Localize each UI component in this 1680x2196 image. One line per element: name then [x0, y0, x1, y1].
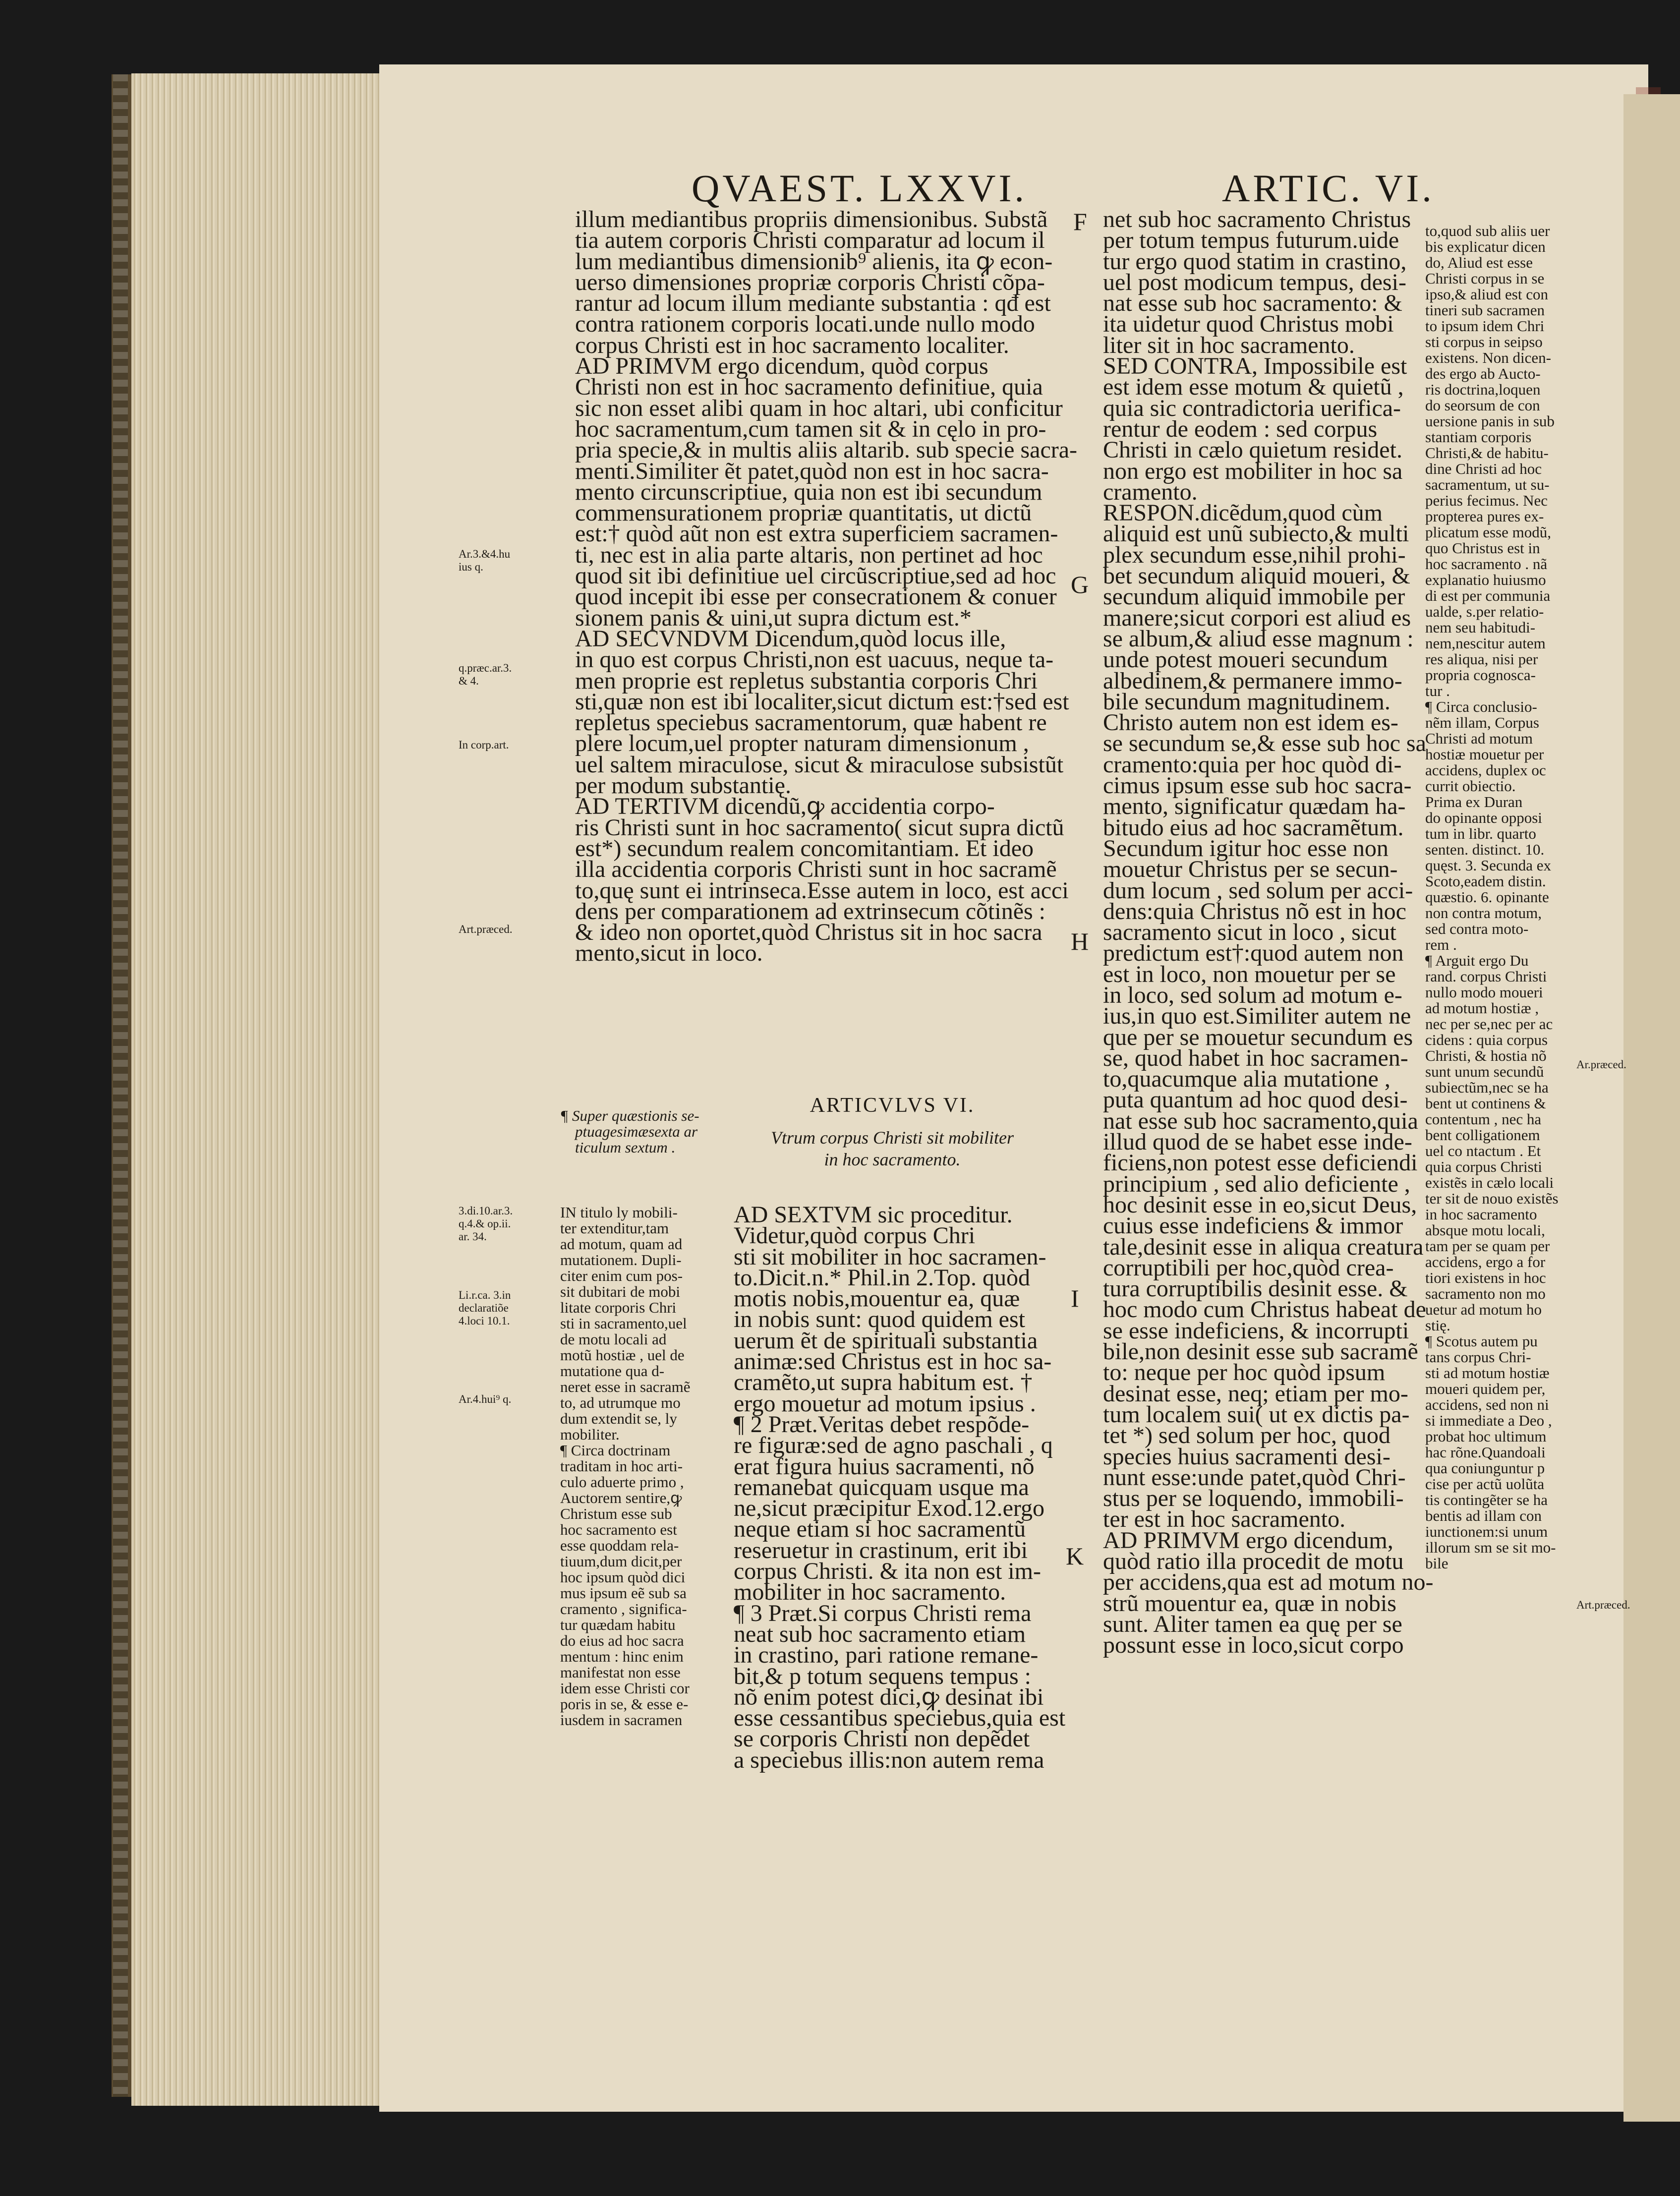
commentary-left-line: do eius ad hoc sacra	[560, 1632, 684, 1649]
commentary-right-line: ris doctrina,loquen	[1425, 381, 1541, 398]
commentary-right-line: in hoc sacramento	[1425, 1206, 1537, 1223]
col3-line: ficiens,non potest esse deficiendi	[1103, 1150, 1418, 1176]
commentary-right-line: quęst. 3. Secunda ex	[1425, 857, 1551, 874]
commentary-right-line: sti corpus in seipso	[1425, 333, 1543, 350]
commentary-right-line: Christi corpus in se	[1425, 270, 1545, 287]
commentary-right-line: tineri sub sacramen	[1425, 301, 1545, 319]
commentary-right-line: Scoto,eadem distin.	[1425, 872, 1546, 890]
commentary-right-line: bent ut continens &	[1425, 1095, 1546, 1112]
commentary-left-line: tur quædam habitu	[560, 1616, 676, 1633]
col1-line: AD TERTIVM dicendũ,ꝙ accidentia corpo-	[575, 793, 995, 820]
commentary-left-line: tiuum,dum dicit,per	[560, 1553, 682, 1570]
commentary-right-line: Christi,& de habitu-	[1425, 444, 1549, 462]
commentary-right-line: propterea pures ex-	[1425, 508, 1544, 525]
col2-line: neat sub hoc sacramento etiam	[734, 1620, 1026, 1647]
commentary-left-line: Auctorem sentire,ꝙ	[560, 1489, 682, 1506]
commentary-right-line: bent colligationem	[1425, 1126, 1540, 1144]
commentary-right-line: sacramentum, ut su-	[1425, 476, 1550, 493]
col2-line: mobiliter in hoc sacramento.	[734, 1579, 1006, 1606]
col1-line: sionem panis & uini,ut supra dictum est.*	[575, 604, 972, 631]
col3-line: per totum tempus futurum.uide	[1103, 227, 1399, 254]
col3-line: se secundum se,& esse sub hoc sa	[1103, 730, 1426, 757]
col3-line: desinat esse, neq; etiam per mo-	[1103, 1380, 1408, 1407]
col3-line: puta quantum ad hoc quod desi-	[1103, 1087, 1408, 1113]
commentary-right-line: nẽm illam, Corpus	[1425, 714, 1539, 731]
col2-line: esse cessantibus speciebus,quia est	[734, 1705, 1066, 1732]
col2-line: in nobis sunt: quod quidem est	[734, 1306, 1025, 1333]
col3-line: ita uidetur quod Christus mobi	[1103, 311, 1394, 338]
col1-line: quod incepit ibi esse per consecrationem & conuer	[575, 583, 1057, 610]
col3-line: sacramento sicut in loco , sicut	[1103, 919, 1396, 946]
col2-line: motis nobis,mouentur ea, quæ	[734, 1285, 1020, 1312]
main-text-column-2	[734, 1202, 1076, 1773]
commentary-left-line: ¶ Circa doctrinam	[560, 1442, 671, 1459]
commentary-right-line: nec per se,nec per ac	[1425, 1015, 1553, 1033]
commentary-title-line-3: ticulum sextum .	[575, 1139, 676, 1156]
col1-line: plere locum,uel propter naturam dimensionum ,	[575, 730, 1029, 757]
commentary-left-line: neret esse in sacramẽ	[560, 1378, 691, 1395]
commentary-right-line: ipso,& aliud est con	[1425, 286, 1548, 303]
col3-line: manere;sicut corpori est aliud es	[1103, 604, 1411, 631]
col1-line: ris Christi sunt in hoc sacramento( sicut supra dictũ	[575, 814, 1064, 841]
running-header-article: ARTIC. VI.	[1222, 167, 1435, 210]
section-letter-f: F	[1073, 208, 1087, 235]
col3-line: Christi in cælo quietum residet.	[1103, 437, 1402, 463]
col3-line: tale,desinit esse in aliqua creatura	[1103, 1233, 1424, 1260]
section-letter-h: H	[1071, 927, 1089, 955]
headband	[113, 74, 128, 2097]
commentary-right-line: ¶ Scotus autem pu	[1425, 1332, 1538, 1350]
commentary-right-line: stantiam corporis	[1425, 428, 1532, 446]
margin-ref: Ar.præced.	[1576, 1058, 1626, 1071]
commentary-right-line: contentum , nec ha	[1425, 1110, 1542, 1128]
col3-line: mouetur Christus per se secun-	[1103, 856, 1398, 883]
commentary-right-line: bentis ad illam con	[1425, 1507, 1542, 1524]
margin-ref: Art.præced.	[1576, 1599, 1630, 1611]
commentary-left-line: de motu locali ad	[560, 1330, 667, 1348]
commentary-right-line: probat hoc ultimum	[1425, 1428, 1547, 1445]
col2-line: corpus Christi. & ita non est im-	[734, 1558, 1041, 1585]
col2-line: se corporis Christi non depẽdet	[734, 1726, 1030, 1752]
margin-ref: In corp.art.	[459, 739, 509, 751]
col3-line: uel post modicum tempus, desi-	[1103, 269, 1406, 295]
col2-line: remanebat quicquam usque ma	[734, 1474, 1029, 1501]
margin-ref: Ar.3.&4.hu ius q.	[459, 548, 511, 573]
margin-ref: Ar.4.hui⁹ q.	[459, 1393, 512, 1405]
col3-line: mento, significatur quædam ha-	[1103, 793, 1406, 820]
col2-line: ne,sicut præcipitur Exod.12.ergo	[734, 1495, 1044, 1522]
commentary-right-line: explanatio huiusmo	[1425, 571, 1546, 588]
commentary-right-line: do, Aliud est esse	[1425, 254, 1533, 271]
commentary-right-line: ¶ Arguit ergo Du	[1425, 952, 1529, 969]
col3-line: tet *) sed solum per hoc, quod	[1103, 1422, 1390, 1449]
col3-line: est idem esse motum & quietũ ,	[1103, 374, 1404, 401]
commentary-right-line: uersione panis in sub	[1425, 412, 1555, 430]
commentary-right-line: stię.	[1425, 1317, 1450, 1334]
col3-line: bet secundum aliquid moueri, &	[1103, 563, 1410, 589]
col2-line: re figuræ:sed de agno paschali , q	[734, 1432, 1053, 1459]
section-letter-g: G	[1071, 571, 1089, 598]
col3-line: se esse indeficiens, & incorrupti	[1103, 1317, 1409, 1344]
col3-line: net sub hoc sacramento Christus	[1103, 206, 1411, 232]
col2-line: neque etiam si hoc sacramentũ	[734, 1516, 1026, 1543]
commentary-right-line: si immediate a Deo ,	[1425, 1412, 1552, 1429]
commentary-right-line: sacramento non mo	[1425, 1285, 1546, 1302]
commentary-left-line: culo aduerte primo ,	[560, 1473, 684, 1491]
col3-line: RESPON.dicẽdum,quod cùm	[1103, 500, 1383, 526]
commentary-right-line: subiectũm,nec se ha	[1425, 1079, 1549, 1096]
col3-line: cramento:quia per hoc quòd di-	[1103, 751, 1402, 778]
commentary-left-line: citer enim cum pos-	[560, 1267, 683, 1284]
section-letter-k: K	[1066, 1542, 1084, 1570]
col3-line: non ergo est mobiliter in hoc sa	[1103, 458, 1403, 484]
col3-line: secundum aliquid immobile per	[1103, 583, 1405, 610]
col3-line: nat esse sub hoc sacramento: &	[1103, 290, 1402, 317]
col2-line: erat figura huius sacramenti, nõ	[734, 1453, 1035, 1480]
col3-line: dens:quia Christus nõ est in hoc	[1103, 898, 1406, 925]
commentary-right-line: nem seu habitudi-	[1425, 619, 1536, 636]
main-text-column-3	[1103, 206, 1434, 1659]
commentary-left-line: hoc sacramento est	[560, 1521, 677, 1538]
commentary-right-line: sti ad motum hostiæ	[1425, 1364, 1550, 1382]
col3-line: hoc desinit esse in eo,sicut Deus,	[1103, 1191, 1417, 1218]
commentary-right-line: ter sit de nouo existẽs	[1425, 1190, 1559, 1207]
col3-line: tur ergo quod statim in crastino,	[1103, 248, 1407, 275]
article-question-line-2: in hoc sacramento.	[824, 1150, 961, 1169]
commentary-right-line: Christi, & hostia nõ	[1425, 1047, 1547, 1064]
col1-line: pria specie,& in multis aliis altarib. sub specie sacra-	[575, 437, 1078, 463]
commentary-right-line: ad motum hostiæ ,	[1425, 999, 1539, 1017]
commentary-right-line: do seorsum de con	[1425, 397, 1540, 414]
main-text-column-1	[575, 206, 1091, 967]
commentary-right-line: moueri quidem per,	[1425, 1380, 1546, 1397]
col3-line: predictum est†:quod autem non	[1103, 940, 1404, 967]
col1-line: sic non esset alibi quam in hoc altari, ubi conficitur	[575, 395, 1063, 421]
col1-line: AD SECVNDVM Dicendum,quòd locus ille,	[575, 625, 1006, 652]
commentary-right-line: quæstio. 6. opinante	[1425, 888, 1549, 906]
margin-ref: Art.præced.	[459, 923, 513, 935]
col3-line: se, quod habet in hoc sacramen-	[1103, 1044, 1408, 1071]
commentary-right-line: do opinante opposi	[1425, 809, 1542, 826]
commentary-right-line: existens. Non dicen-	[1425, 349, 1551, 366]
col3-line: que per se mouetur secundum es	[1103, 1024, 1413, 1050]
col2-line: uerum ẽt de spirituali substantia	[734, 1327, 1038, 1354]
commentary-right-line: des ergo ab Aucto-	[1425, 365, 1541, 382]
commentary-right-line: senten. distinct. 10.	[1425, 841, 1545, 858]
article-heading-block	[734, 1093, 1051, 1170]
commentary-right-line: dine Christi ad hoc	[1425, 460, 1542, 477]
commentary-right-line: accidens, ergo a for	[1425, 1253, 1546, 1271]
col3-line: nat esse sub hoc sacramento,quia	[1103, 1107, 1418, 1134]
commentary-left-line: motũ hostiæ , uel de	[560, 1346, 685, 1364]
col3-line: sunt. Aliter tamen ea quę per se	[1103, 1611, 1402, 1637]
col2-line: reseruetur in crastinum, erit ibi	[734, 1537, 1028, 1563]
commentary-left-line: to, ad utrumque mo	[560, 1394, 681, 1411]
commentary-left-line: mentum : hinc enim	[560, 1648, 684, 1665]
col3-line: AD PRIMVM ergo dicendum,	[1103, 1527, 1393, 1554]
col1-line: mento,sicut in loco.	[575, 940, 763, 967]
col3-line: bile,non desinit esse sub sacramẽ	[1103, 1338, 1418, 1365]
col1-line: uel saltem miraculose, sicut & miraculose subsistũt	[575, 751, 1064, 778]
article-question-line-1: Vtrum corpus Christi sit mobiliter	[770, 1128, 1014, 1148]
col1-line: uerso dimensiones propriæ corporis Christi cõpa-	[575, 269, 1045, 295]
col3-line: per accidens,qua est ad motum no-	[1103, 1569, 1434, 1596]
col2-line: cramẽto,ut supra habitum est. †	[734, 1369, 1033, 1396]
commentary-left-line: mutationem. Dupli-	[560, 1251, 682, 1269]
commentary-left-line: dum extendit se, ly	[560, 1410, 677, 1427]
commentary-right-line: existẽs in cælo locali	[1425, 1174, 1554, 1191]
col3-line: hoc modo cum Christus habeat de	[1103, 1296, 1426, 1323]
col1-line: est:† quòd aũt non est extra superficiem sacramen-	[575, 520, 1058, 547]
col2-line: ¶ 3 Præt.Si corpus Christi rema	[734, 1600, 1032, 1626]
commentary-left-line: mus ipsum eẽ sub sa	[560, 1584, 687, 1602]
col3-line: tum localem sui( ut ex dictis pa-	[1103, 1401, 1410, 1428]
col3-line: dum locum , sed solum per acci-	[1103, 877, 1413, 904]
col3-line: cramento.	[1103, 478, 1198, 505]
col3-line: bile secundum magnitudinem.	[1103, 688, 1390, 715]
commentary-left-line: ad motum, quam ad	[560, 1235, 683, 1253]
col3-line: nunt esse:unde patet,quòd Chri-	[1103, 1464, 1406, 1491]
commentary-right-line: ¶ Circa conclusio-	[1425, 698, 1537, 715]
col3-line: ius,in quo est.Similiter autem ne	[1103, 1003, 1411, 1030]
commentary-right-line: rand. corpus Christi	[1425, 968, 1547, 985]
col3-line: cimus ipsum esse sub hoc sacra-	[1103, 772, 1412, 799]
col3-line: se album,& aliud esse magnum :	[1103, 625, 1414, 652]
col1-line: contra rationem corporis locati.unde nullo modo	[575, 311, 1035, 338]
commentary-right-line: perius fecimus. Nec	[1425, 492, 1548, 509]
commentary-right-line: to,quod sub aliis uer	[1425, 222, 1550, 239]
commentary-right-line: sed contra moto-	[1425, 920, 1529, 937]
commentary-left-line: poris in se, & esse e-	[560, 1695, 689, 1713]
commentary-right-line: nullo modo moueri	[1425, 983, 1543, 1001]
commentary-right-line: to ipsum idem Chri	[1425, 317, 1545, 335]
col3-line: unde potest moueri secundum	[1103, 646, 1388, 673]
col1-line: menti.Similiter ẽt patet,quòd non est in hoc sacra-	[575, 458, 1049, 484]
commentary-right-line: uel co ntactum . Et	[1425, 1142, 1541, 1159]
commentary-right-line: tans corpus Chri-	[1425, 1348, 1531, 1366]
col3-line: tura corruptibilis desinit esse. &	[1103, 1275, 1408, 1302]
col3-line: corruptibili per hoc,quòd crea-	[1103, 1254, 1394, 1281]
col3-line: rentur de eodem : sed corpus	[1103, 415, 1378, 442]
col2-line: a speciebus illis:non autem rema	[734, 1746, 1044, 1773]
commentary-right-line: tiori existens in hoc	[1425, 1269, 1546, 1286]
running-header-question: QVAEST. LXXVI.	[692, 167, 1027, 210]
commentary-right-line: quia corpus Christi	[1425, 1158, 1542, 1175]
col1-line: mento circunscriptiue, quia non est ibi secundum	[575, 478, 1043, 505]
commentary-right-line: di est per communia	[1425, 587, 1551, 604]
commentary-right-line: uetur ad motum ho	[1425, 1301, 1542, 1318]
margin-ref: Li.r.ca. 3.in declaratiõe 4.loci 10.1.	[459, 1289, 511, 1327]
commentary-left-column	[560, 1205, 719, 1728]
margin-ref: 3.di.10.ar.3. q.4.& op.ii. ar. 34.	[459, 1205, 513, 1243]
commentary-left-line: iusdem in sacramen	[560, 1711, 683, 1729]
col3-line: SED CONTRA, Impossibile est	[1103, 353, 1407, 380]
col1-line: illum mediantibus propriis dimensionibus. Substã	[575, 206, 1048, 232]
col1-line: est*) secundum realem concomitantiam. Et ideo	[575, 835, 1034, 862]
col3-line: illud quod de se habet esse inde-	[1103, 1129, 1412, 1156]
commentary-left-line: IN titulo ly mobili-	[560, 1204, 678, 1221]
commentary-right-line: res aliqua, nisi per	[1425, 650, 1538, 668]
article-heading: ARTICVLVS VI.	[810, 1094, 975, 1117]
col3-line: quòd ratio illa procedit de motu	[1103, 1548, 1404, 1574]
col1-line: repletus speciebus sacramentorum, quæ habent re	[575, 709, 1047, 736]
commentary-right-line: ualde, s.per relatio-	[1425, 603, 1544, 620]
commentary-right-line: tum in libr. quarto	[1425, 825, 1536, 842]
col1-line: corpus Christi est in hoc sacramento localiter.	[575, 332, 1009, 358]
commentary-right-line: accidens, duplex oc	[1425, 761, 1546, 779]
col3-line: strũ mouentur ea, quæ in nobis	[1103, 1590, 1396, 1617]
col1-line: commensurationem propriæ quantitatis, ut dictũ	[575, 500, 1032, 526]
commentary-left-line: sti in sacramento,uel	[560, 1315, 687, 1332]
col3-line: possunt esse in loco,sicut corpo	[1103, 1632, 1404, 1659]
section-letter-i: I	[1071, 1284, 1079, 1312]
col3-line: principium , sed alio deficiente ,	[1103, 1170, 1410, 1197]
page-edges	[131, 73, 379, 2106]
commentary-right-line: Christi ad motum	[1425, 730, 1533, 747]
margin-ref: q.præc.ar.3. & 4.	[459, 662, 512, 687]
col3-line: species huius sacramenti desi-	[1103, 1443, 1390, 1470]
commentary-left-line: hoc ipsum quòd dici	[560, 1568, 686, 1586]
col1-line: ti, nec est in alia parte altaris, non pertinet ad hoc	[575, 541, 1043, 568]
commentary-left-title	[560, 1108, 719, 1156]
col3-line: albedinem,& permanere immo-	[1103, 667, 1402, 694]
col3-line: est in loco, non mouetur per se	[1103, 961, 1396, 987]
col3-line: to: neque per hoc quòd ipsum	[1103, 1359, 1386, 1386]
commentary-right-line: non contra motum,	[1425, 904, 1542, 922]
col1-line: in quo est corpus Christi,non est uacuus, neque ta-	[575, 646, 1054, 673]
commentary-right-line: absque motu locali,	[1425, 1221, 1545, 1239]
commentary-right-line: tur .	[1425, 682, 1450, 699]
commentary-right-line: Prima ex Duran	[1425, 793, 1523, 810]
commentary-left-line: mutatione qua d-	[560, 1362, 665, 1380]
commentary-left-line: cramento , significa-	[560, 1600, 687, 1618]
commentary-right-line: hac rõne.Quandoali	[1425, 1444, 1546, 1461]
col1-line: AD PRIMVM ergo dicendum, quòd corpus	[575, 353, 988, 380]
col1-line: sti,quæ non est ibi localiter,sicut dictum est:†sed est	[575, 688, 1069, 715]
commentary-right-line: sunt unum secundũ	[1425, 1063, 1544, 1080]
col1-line: quod sit ibi definitiue uel circũscriptiue,sed ad hoc	[575, 563, 1056, 589]
commentary-title-line-2: ptuagesimæsexta ar	[575, 1123, 698, 1140]
commentary-left-line: manifestat non esse	[560, 1664, 681, 1681]
commentary-right-column	[1425, 223, 1574, 1571]
commentary-title-line-1: ¶ Super quæstionis se-	[560, 1107, 699, 1124]
commentary-left-line: esse quoddam rela-	[560, 1537, 679, 1554]
col3-line: Christo autem non est idem es-	[1103, 709, 1398, 736]
col2-line: nõ enim potest dici,ꝙ desinat ibi	[734, 1683, 1044, 1710]
col3-line: plex secundum esse,nihil prohi-	[1103, 541, 1406, 568]
commentary-right-line: propria cognosca-	[1425, 666, 1536, 684]
commentary-left-line: mobiliter.	[560, 1426, 620, 1443]
commentary-right-line: rem .	[1425, 936, 1457, 953]
commentary-right-line: quo Christus est in	[1425, 539, 1540, 557]
commentary-right-line: tis contingẽter se ha	[1425, 1491, 1548, 1508]
col1-line: men proprie est repletus substantia corporis Chri	[575, 667, 1038, 694]
col2-line: animæ:sed Christus est in hoc sa-	[734, 1348, 1052, 1375]
col1-line: dens per comparationem ad extrinsecum cõtinẽs :	[575, 898, 1046, 925]
col3-line: to,quacumque alia mutatione ,	[1103, 1066, 1390, 1093]
commentary-left-line: ter extenditur,tam	[560, 1219, 669, 1237]
col1-line: per modum substantię.	[575, 772, 791, 799]
col2-line: bit,& p totum sequens tempus :	[734, 1663, 1031, 1689]
col3-line: bitudo eius ad hoc sacramẽtum.	[1103, 814, 1404, 841]
commentary-right-line: bis explicatur dicen	[1425, 238, 1546, 255]
col3-line: quia sic contradictoria uerifica-	[1103, 395, 1401, 421]
col3-line: Secundum igitur hoc esse non	[1103, 835, 1389, 862]
commentary-left-line: idem esse Christi cor	[560, 1679, 690, 1697]
commentary-right-line: nem,nescitur autem	[1425, 635, 1546, 652]
col2-line: sti sit mobiliter in hoc sacramen-	[734, 1243, 1046, 1270]
col1-line: lum mediantibus dimensionib⁹ alienis, ita ꝙ econ-	[575, 248, 1053, 275]
commentary-right-line: accidens, sed non ni	[1425, 1396, 1549, 1413]
col2-line: AD SEXTVM sic proceditur.	[734, 1202, 1013, 1228]
col1-line: rantur ad locum illum mediante substantia : qđ est	[575, 290, 1051, 317]
commentary-right-line: tam per se quam per	[1425, 1237, 1550, 1255]
commentary-right-line: cidens : quia corpus	[1425, 1031, 1548, 1048]
col1-line: illa accidentia corporis Christi sunt in hoc sacramẽ	[575, 856, 1057, 883]
col1-line: & ideo non oportet,quòd Christus sit in hoc sacra	[575, 919, 1043, 946]
col2-line: to.Dicit.n.* Phil.in 2.Top. quòd	[734, 1264, 1030, 1291]
col2-line: in crastino, pari ratione remane-	[734, 1642, 1039, 1669]
col2-line: ergo mouetur ad motum ipsius .	[734, 1390, 1036, 1417]
commentary-right-line: cise per actũ uolũta	[1425, 1475, 1545, 1493]
col1-line: Christi non est in hoc sacramento definitiue, quia	[575, 374, 1043, 401]
col3-line: aliquid est unũ subiecto,& multi	[1103, 520, 1409, 547]
col1-line: tia autem corporis Christi comparatur ad locum il	[575, 227, 1045, 254]
col2-line: ¶ 2 Præt.Veritas debet respõde-	[734, 1411, 1030, 1438]
col2-line: Videtur,quòd corpus Chri	[734, 1222, 976, 1249]
commentary-right-line: bile	[1425, 1555, 1448, 1572]
facing-page-edge	[1623, 94, 1680, 2122]
col3-line: cuius esse indeficiens & immor	[1103, 1213, 1403, 1239]
commentary-right-line: currit obiectio.	[1425, 777, 1516, 795]
commentary-left-line: litate corporis Chri	[560, 1299, 677, 1316]
commentary-right-line: plicatum esse modũ,	[1425, 523, 1551, 541]
col1-line: hoc sacramentum,cum tamen sit & in cęlo in pro-	[575, 415, 1046, 442]
col1-line: to,quę sunt ei intrinseca.Esse autem in loco, est acci	[575, 877, 1069, 904]
commentary-right-line: iunctionem:si unum	[1425, 1523, 1548, 1540]
col3-line: stus per se loquendo, immobili-	[1103, 1485, 1404, 1512]
commentary-left-line: Christum esse sub	[560, 1505, 672, 1522]
commentary-left-line: sit dubitari de mobi	[560, 1283, 680, 1300]
col3-line: liter sit in hoc sacramento.	[1103, 332, 1355, 358]
commentary-right-line: illorum sm se sit mo-	[1425, 1539, 1556, 1556]
commentary-right-line: qua coniunguntur p	[1425, 1459, 1545, 1477]
commentary-left-line: traditam in hoc arti-	[560, 1457, 683, 1475]
col3-line: ter est in hoc sacramento.	[1103, 1506, 1346, 1533]
commentary-right-line: hostiæ mouetur per	[1425, 746, 1544, 763]
col3-line: in loco, sed solum ad motum e-	[1103, 982, 1402, 1008]
commentary-right-line: hoc sacramento . nã	[1425, 555, 1548, 573]
